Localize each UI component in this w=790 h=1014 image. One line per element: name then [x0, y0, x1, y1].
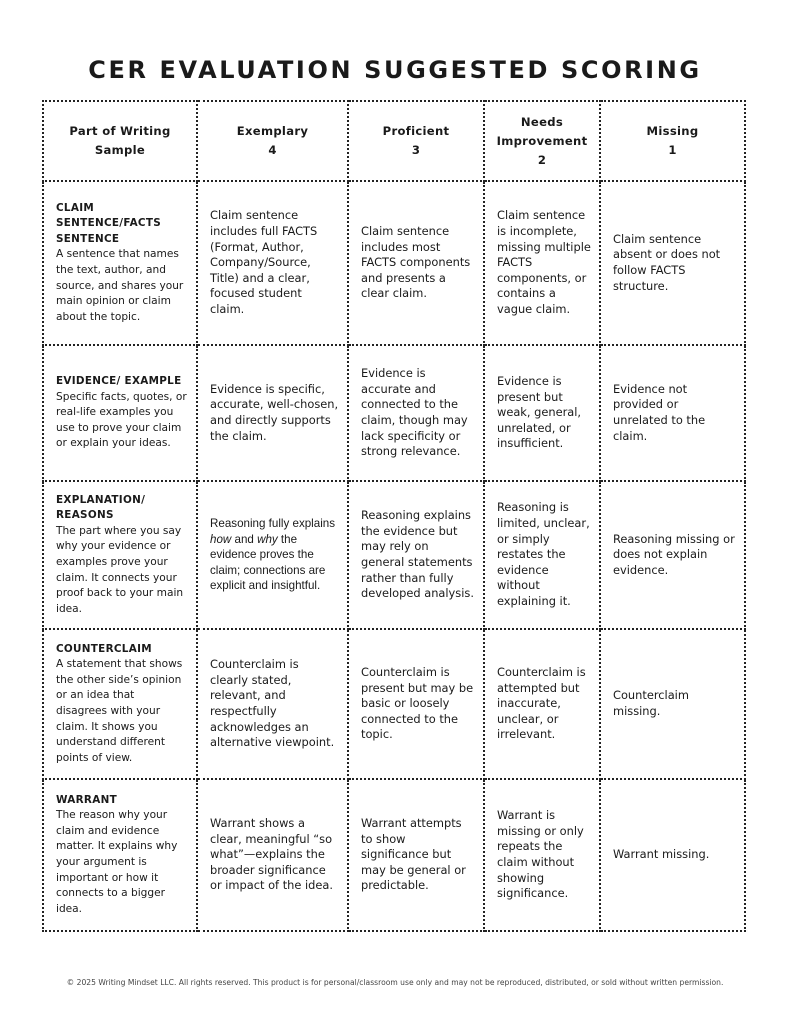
missing-cell: Claim sentence absent or does not follow FACTS structure.	[600, 181, 745, 345]
scoring-rubric-table	[42, 100, 746, 932]
missing-cell: Evidence not provided or unrelated to the claim.	[600, 345, 745, 481]
part-cell	[43, 779, 197, 931]
proficient-cell: Warrant attempts to show significance but may be general or predictable.	[348, 779, 484, 931]
exemplary-cell: Evidence is specific, accurate, well-chosen, and directly supports the claim.	[197, 345, 348, 481]
header-needs-improvement: Needs Improvement 2	[484, 101, 600, 181]
header-row	[43, 101, 745, 181]
part-description: A sentence that names the text, author, and source, and shares your main opinion or claim about the topic.	[56, 248, 184, 323]
missing-cell: Warrant missing.	[600, 779, 745, 931]
needs-improvement-cell: Evidence is present but weak, general, unrelated, or insufficient.	[484, 345, 600, 481]
needs-improvement-cell: Counterclaim is attempted but inaccurate, unclear, or irrelevant.	[484, 629, 600, 779]
header-part-of-writing: Part of Writing Sample	[43, 101, 197, 181]
part-description: Specific facts, quotes, or real-life examples you use to prove your claim or explain your ideas.	[56, 390, 187, 450]
table-row	[43, 629, 745, 779]
header-proficient: Proficient 3	[348, 101, 484, 181]
exemplary-cell: Claim sentence includes full FACTS (Format, Author, Company/Source, Title) and a clear, focused student claim.	[197, 181, 348, 345]
exemplary-cell: Counterclaim is clearly stated, relevant, and respectfully acknowledges an alternative viewpoint.	[197, 629, 348, 779]
part-name: COUNTERCLAIM	[56, 642, 152, 655]
part-description: The reason why your claim and evidence matter. It explains why your argument is important or how it connects to a bigger idea.	[56, 809, 178, 915]
proficient-cell: Claim sentence includes most FACTS components and presents a clear claim.	[348, 181, 484, 345]
part-description: The part where you say why your evidence or examples prove your claim. It connects your proof back to your main idea.	[56, 524, 184, 615]
page-title: CER EVALUATION SUGGESTED SCORING	[88, 56, 702, 84]
part-cell	[43, 629, 197, 779]
part-name: EXPLANATION/ REASONS	[56, 493, 146, 522]
needs-improvement-cell: Warrant is missing or only repeats the claim without showing significance.	[484, 779, 600, 931]
missing-cell: Reasoning missing or does not explain evidence.	[600, 481, 745, 629]
part-name: WARRANT	[56, 793, 117, 806]
proficient-cell: Evidence is accurate and connected to the claim, though may lack specificity or strong relevance.	[348, 345, 484, 481]
exemplary-cell: Reasoning fully explains how and why the evidence proves the claim; connections are explicit and insightful.	[197, 481, 348, 629]
part-name: EVIDENCE/ EXAMPLE	[56, 375, 182, 388]
needs-improvement-cell: Claim sentence is incomplete, missing multiple FACTS components, or contains a vague claim.	[484, 181, 600, 345]
exemplary-cell: Warrant shows a clear, meaningful “so what”—explains the broader significance or impact of the idea.	[197, 779, 348, 931]
part-cell	[43, 481, 197, 629]
table-row	[43, 779, 745, 931]
table-row	[43, 481, 745, 629]
proficient-cell: Reasoning explains the evidence but may rely on general statements rather than fully developed analysis.	[348, 481, 484, 629]
part-cell	[43, 181, 197, 345]
part-description: A statement that shows the other side’s opinion or an idea that disagrees with your claim. It shows you understand different points of view.	[56, 658, 183, 764]
table-row	[43, 181, 745, 345]
part-name: CLAIM SENTENCE/FACTS SENTENCE	[56, 201, 162, 245]
part-cell	[43, 345, 197, 481]
missing-cell: Counterclaim missing.	[600, 629, 745, 779]
table-row	[43, 345, 745, 481]
needs-improvement-cell: Reasoning is limited, unclear, or simply restates the evidence without explaining it.	[484, 481, 600, 629]
header-exemplary: Exemplary 4	[197, 101, 348, 181]
copyright-footer: © 2025 Writing Mindset LLC. All rights reserved. This product is for personal/classroom use only and may not be reproduced, distributed, or sold without written permission.	[66, 978, 724, 987]
proficient-cell: Counterclaim is present but may be basic or loosely connected to the topic.	[348, 629, 484, 779]
header-missing: Missing 1	[600, 101, 745, 181]
